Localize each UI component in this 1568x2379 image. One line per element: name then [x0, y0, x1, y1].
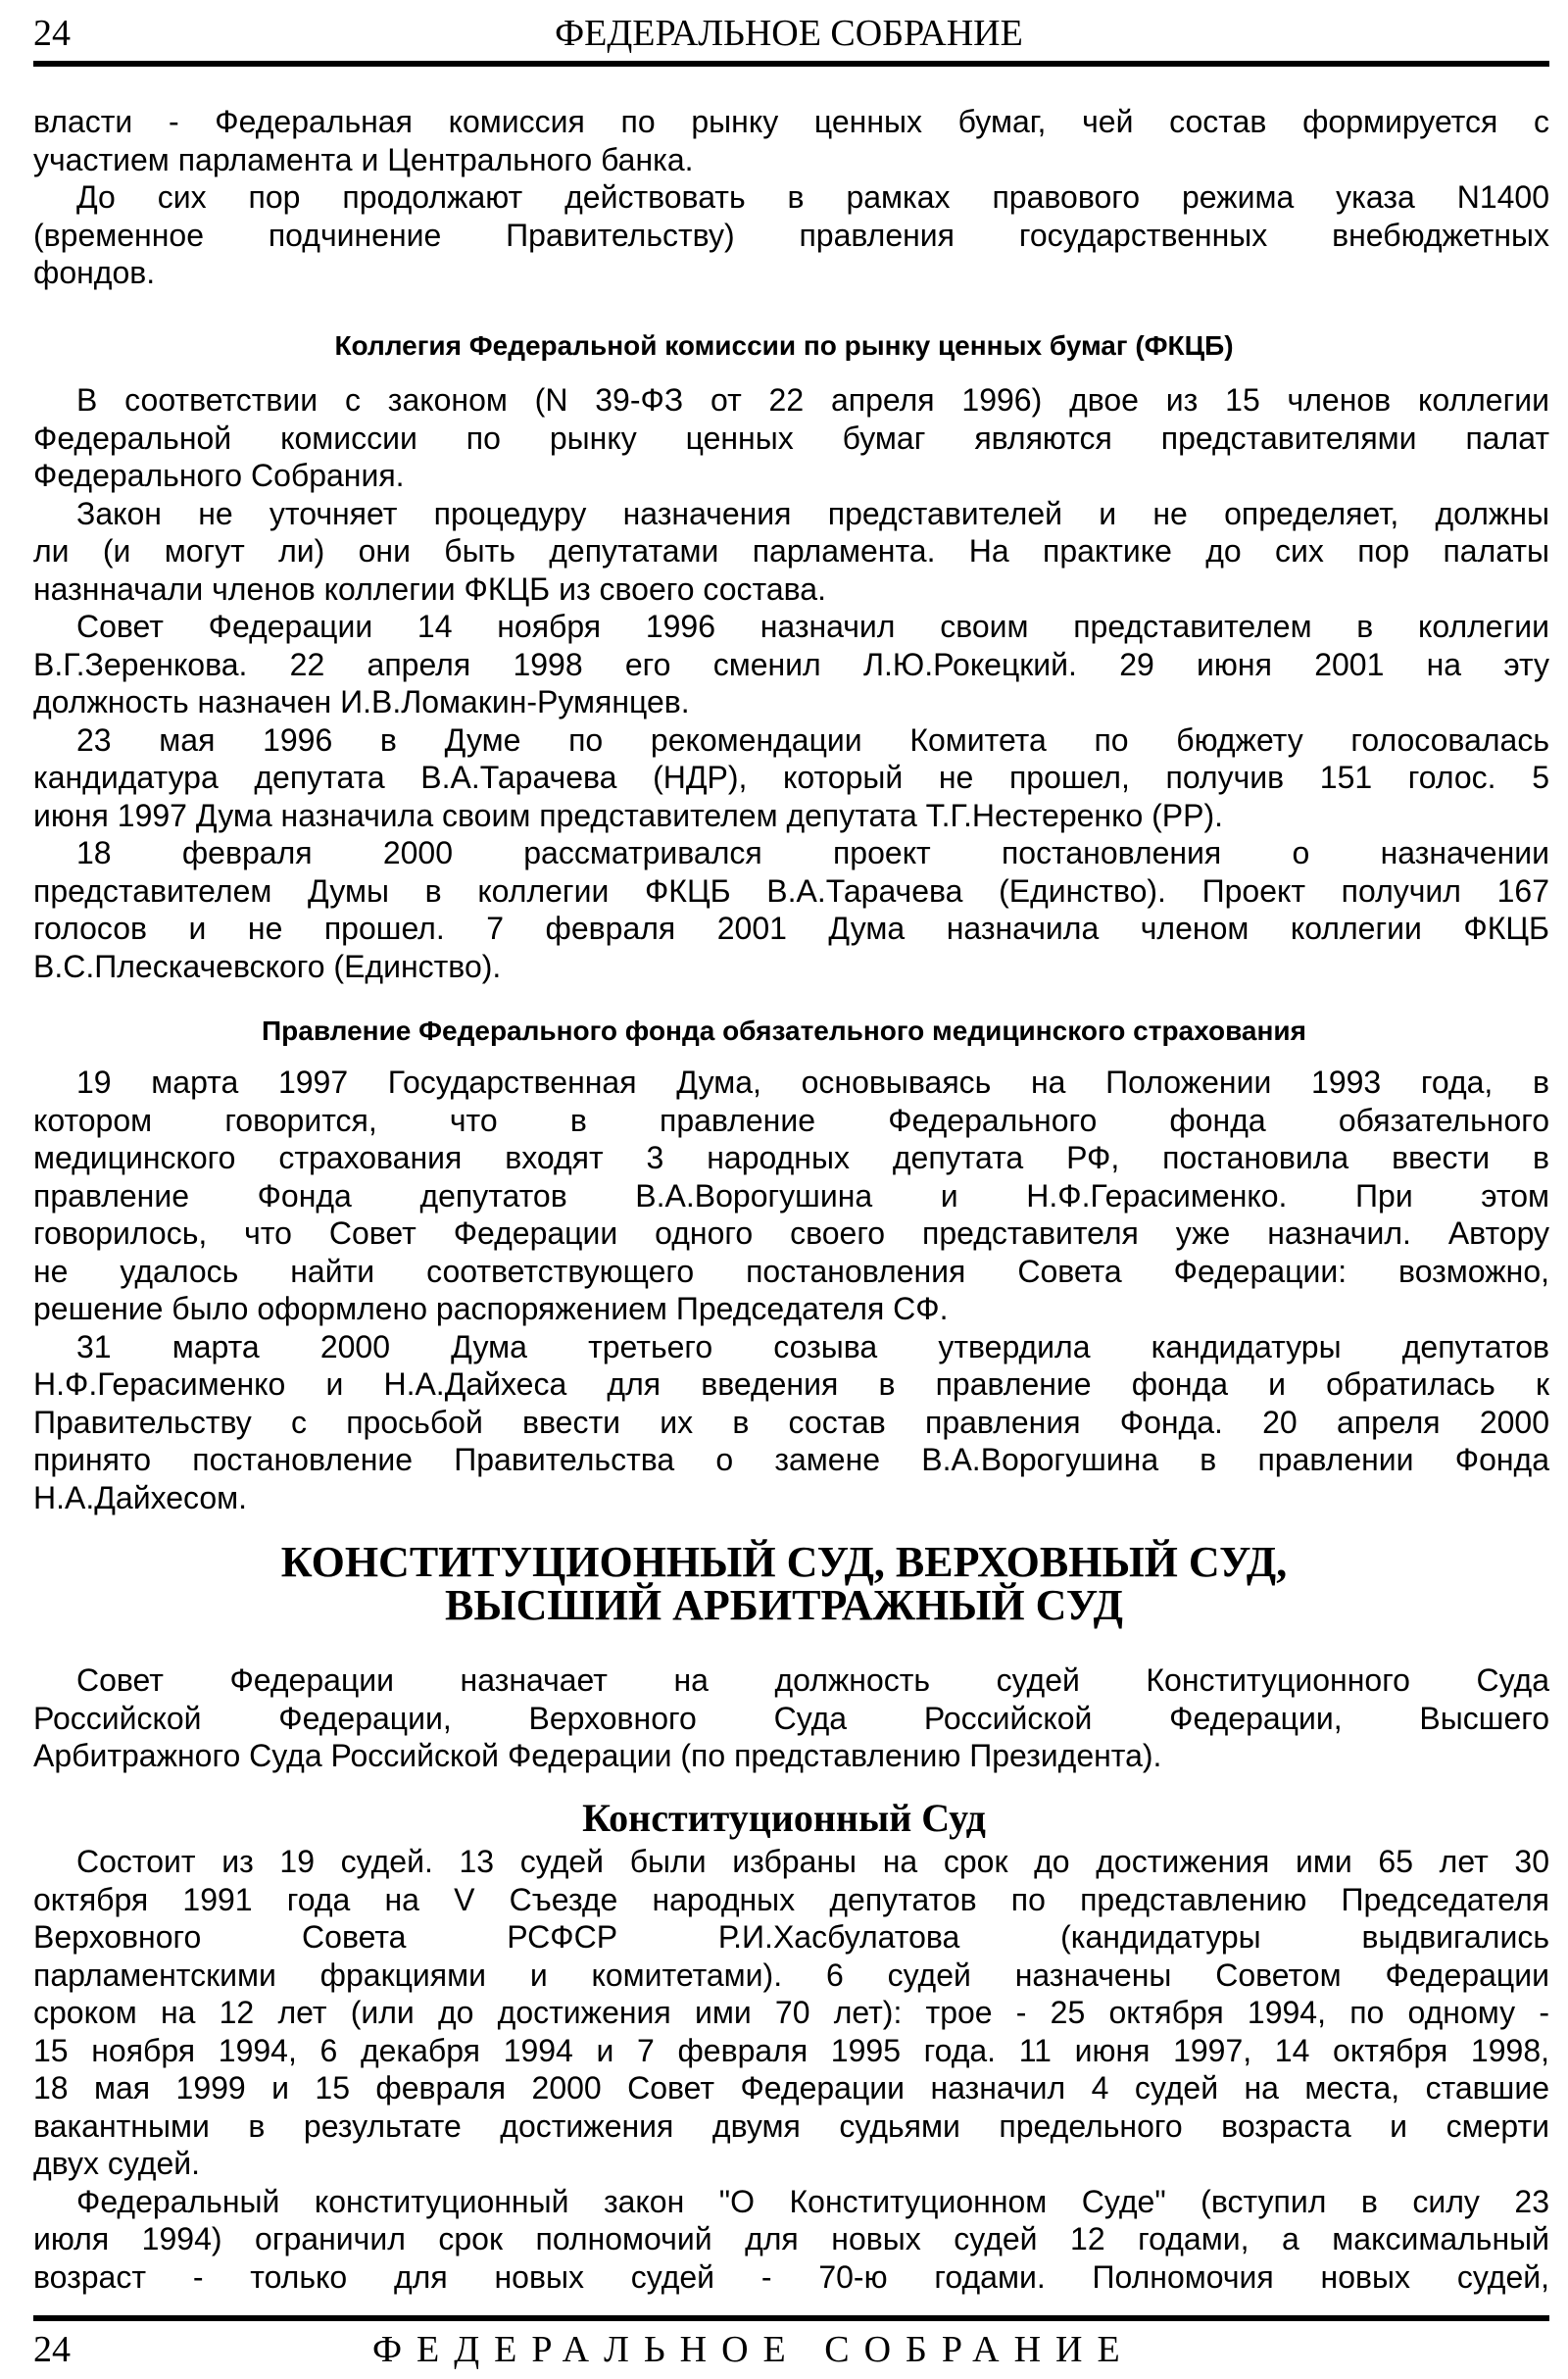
text-line: кандидатура депутата В.А.Тарачева (НДР), который не прошел, получив 151 голос. 5 — [33, 760, 1549, 795]
paragraph — [33, 1661, 1549, 1775]
text-line: Состоит из 19 судей. 13 судей были избраны на срок до достижения ими 65 лет 30 — [76, 1844, 1549, 1879]
text-line: Совет Федерации назначает на должность судей Конституционного Суда — [76, 1662, 1549, 1698]
text-line: сроком на 12 лет (или до достижения ими 70 лет): трое - 25 октября 1994, по одному - — [33, 1995, 1549, 2030]
text-line: До сих пор продолжают действовать в рамках правового режима указа N1400 — [76, 179, 1549, 215]
header-page-number: 24 — [33, 13, 71, 54]
text-line: (временное подчинение Правительству) правления государственных внебюджетных — [33, 217, 1549, 253]
text-line: В соответствии с законом (N 39-ФЗ от 22 апреля 1996) двое из 15 членов коллегии — [76, 382, 1549, 418]
text-block-foms — [33, 1064, 1549, 1516]
text-line: Н.Ф.Герасименко и Н.А.Дайхеса для введения в правление фонда и обратилась к — [33, 1366, 1549, 1402]
text-line: 18 февраля 2000 рассматривался проект постановления о назначении — [76, 835, 1549, 870]
text-line: 19 марта 1997 Государственная Дума, основываясь на Положении 1993 года, в — [76, 1065, 1549, 1100]
chapter-title-line: КОНСТИТУЦИОННЫЙ СУД, ВЕРХОВНЫЙ СУД, — [280, 1538, 1288, 1586]
paragraph — [33, 834, 1549, 985]
paragraph — [33, 1328, 1549, 1517]
text-line: Верховного Совета РСФСР Р.И.Хасбулатова (кандидатуры выдвигались — [33, 1919, 1549, 1955]
text-line: Российской Федерации, Верховного Суда Российской Федерации, Высшего — [33, 1700, 1549, 1736]
text-block-intro — [33, 103, 1549, 292]
paragraph — [33, 608, 1549, 721]
text-line: говорилось, что Совет Федерации одного своего представителя уже назначил. Автору — [33, 1215, 1549, 1251]
text-line: возраст - только для новых судей - 70-ю годами. Полномочия новых судей, — [33, 2258, 1549, 2295]
text-line: котором говорится, что в правление Федерального фонда обязательного — [33, 1102, 1549, 1138]
paragraph — [33, 381, 1549, 495]
paragraph — [33, 495, 1549, 609]
chapter-title-line: ВЫСШИЙ АРБИТРАЖНЫЙ СУД — [445, 1581, 1123, 1629]
text-line: Федеральный конституционный закон "О Конституционном Суде" (вступил в силу 23 — [76, 2183, 1549, 2219]
text-line: Н.А.Дайхесом. — [33, 1479, 248, 1515]
section-heading-foms: Правление Федерального фонда обязательного медицинского страхования — [262, 1016, 1306, 1046]
footer-rule — [33, 2315, 1549, 2321]
text-line: октября 1991 года на V Съезде народных депутатов по представлению Председателя — [33, 1881, 1549, 1917]
text-line: 31 марта 2000 Дума третьего созыва утвердила кандидатуры депутатов — [76, 1328, 1549, 1364]
footer-running-title: ФЕДЕРАЛЬНОЕ СОБРАНИЕ — [372, 2329, 1135, 2370]
text-line: назнначали членов коллегии ФКЦБ из своего состава. — [33, 570, 826, 607]
header-rule — [33, 61, 1549, 67]
header-running-title: ФЕДЕРАЛЬНОЕ СОБРАНИЕ — [555, 13, 1023, 54]
text-line: голосов и не прошел. 7 февраля 2001 Дума назначила членом коллегии ФКЦБ — [33, 911, 1549, 946]
text-line: Арбитражного Суда Российской Федерации (по представлению Президента). — [33, 1738, 1162, 1773]
text-line: 18 мая 1999 и 15 февраля 2000 Совет Федерации назначил 4 судей на места, ставшие — [33, 2070, 1549, 2106]
text-line: Федерального Собрания. — [33, 458, 405, 493]
text-line: Федеральной комиссии по рынку ценных бумаг являются представителями палат — [33, 420, 1549, 456]
text-line: вакантными в результате достижения двумя судьями предельного возраста и смерти — [33, 2107, 1549, 2144]
paragraph — [33, 1843, 1549, 2183]
footer-page-number: 24 — [33, 2329, 71, 2370]
text-line: фондов. — [33, 255, 156, 290]
text-line: В.С.Плескачевского (Единство). — [33, 948, 502, 984]
paragraph — [33, 2183, 1549, 2297]
text-line: представителем Думы в коллегии ФКЦБ В.А.Тарачева (Единство). Проект получил 167 — [33, 872, 1549, 909]
subsection-heading-constitutional-court: Конституционный Суд — [582, 1796, 986, 1840]
text-line: не удалось найти соответствующего постановления Совета Федерации: возможно, — [33, 1253, 1549, 1289]
text-line: участием парламента и Центрального банка. — [33, 141, 694, 177]
paragraph — [33, 1064, 1549, 1328]
text-line: 15 ноября 1994, 6 декабря 1994 и 7 февраля 1995 года. 11 июня 1997, 14 октября 1998, — [33, 2032, 1549, 2068]
paragraph — [33, 178, 1549, 292]
section-heading-fkcb: Коллегия Федеральной комиссии по рынку ценных бумаг (ФКЦБ) — [334, 330, 1234, 361]
text-line: решение было оформлено распоряжением Председателя СФ. — [33, 1291, 949, 1326]
text-line: должность назначен И.В.Ломакин-Румянцев. — [33, 684, 690, 719]
text-block-courts — [33, 1661, 1549, 1775]
text-line: принято постановление Правительства о замене В.А.Ворогушина в правлении Фонда — [33, 1442, 1549, 1477]
paragraph — [33, 721, 1549, 835]
text-line: 23 мая 1996 в Думе по рекомендации Комитета по бюджету голосовалась — [76, 721, 1549, 758]
text-line: власти - Федеральная комиссия по рынку ценных бумаг, чей состав формируется с — [33, 104, 1549, 139]
text-line: июля 1994) ограничил срок полномочий для новых судей 12 годами, а максимальный — [33, 2221, 1549, 2256]
text-line: ли (и могут ли) они быть депутатами парламента. На практике до сих пор палаты — [33, 533, 1549, 569]
chapter-title — [0, 1538, 1568, 1629]
paragraph — [33, 103, 1549, 178]
text-line: Правительству с просьбой ввести их в состав правления Фонда. 20 апреля 2000 — [33, 1404, 1549, 1440]
text-line: июня 1997 Дума назначила своим представителем депутата Т.Г.Нестеренко (РР). — [33, 797, 1224, 833]
text-line: парламентскими фракциями и комитетами). 6 судей назначены Советом Федерации — [33, 1957, 1549, 1993]
text-line: медицинского страхования входят 3 народных депутата РФ, постановила ввести в — [33, 1140, 1549, 1175]
text-line: Совет Федерации 14 ноября 1996 назначил своим представителем в коллегии — [76, 609, 1549, 644]
text-line: Закон не уточняет процедуру назначения представителей и не определяет, должны — [76, 495, 1549, 531]
text-block-constitutional-court — [33, 1843, 1549, 2296]
text-line: В.Г.Зеренкова. 22 апреля 1998 его сменил Л.Ю.Рокецкий. 29 июня 2001 на эту — [33, 646, 1549, 682]
text-line: правление Фонда депутатов В.А.Ворогушина и Н.Ф.Герасименко. При этом — [33, 1177, 1549, 1214]
text-block-fkcb — [33, 381, 1549, 985]
text-line: двух судей. — [33, 2146, 201, 2181]
